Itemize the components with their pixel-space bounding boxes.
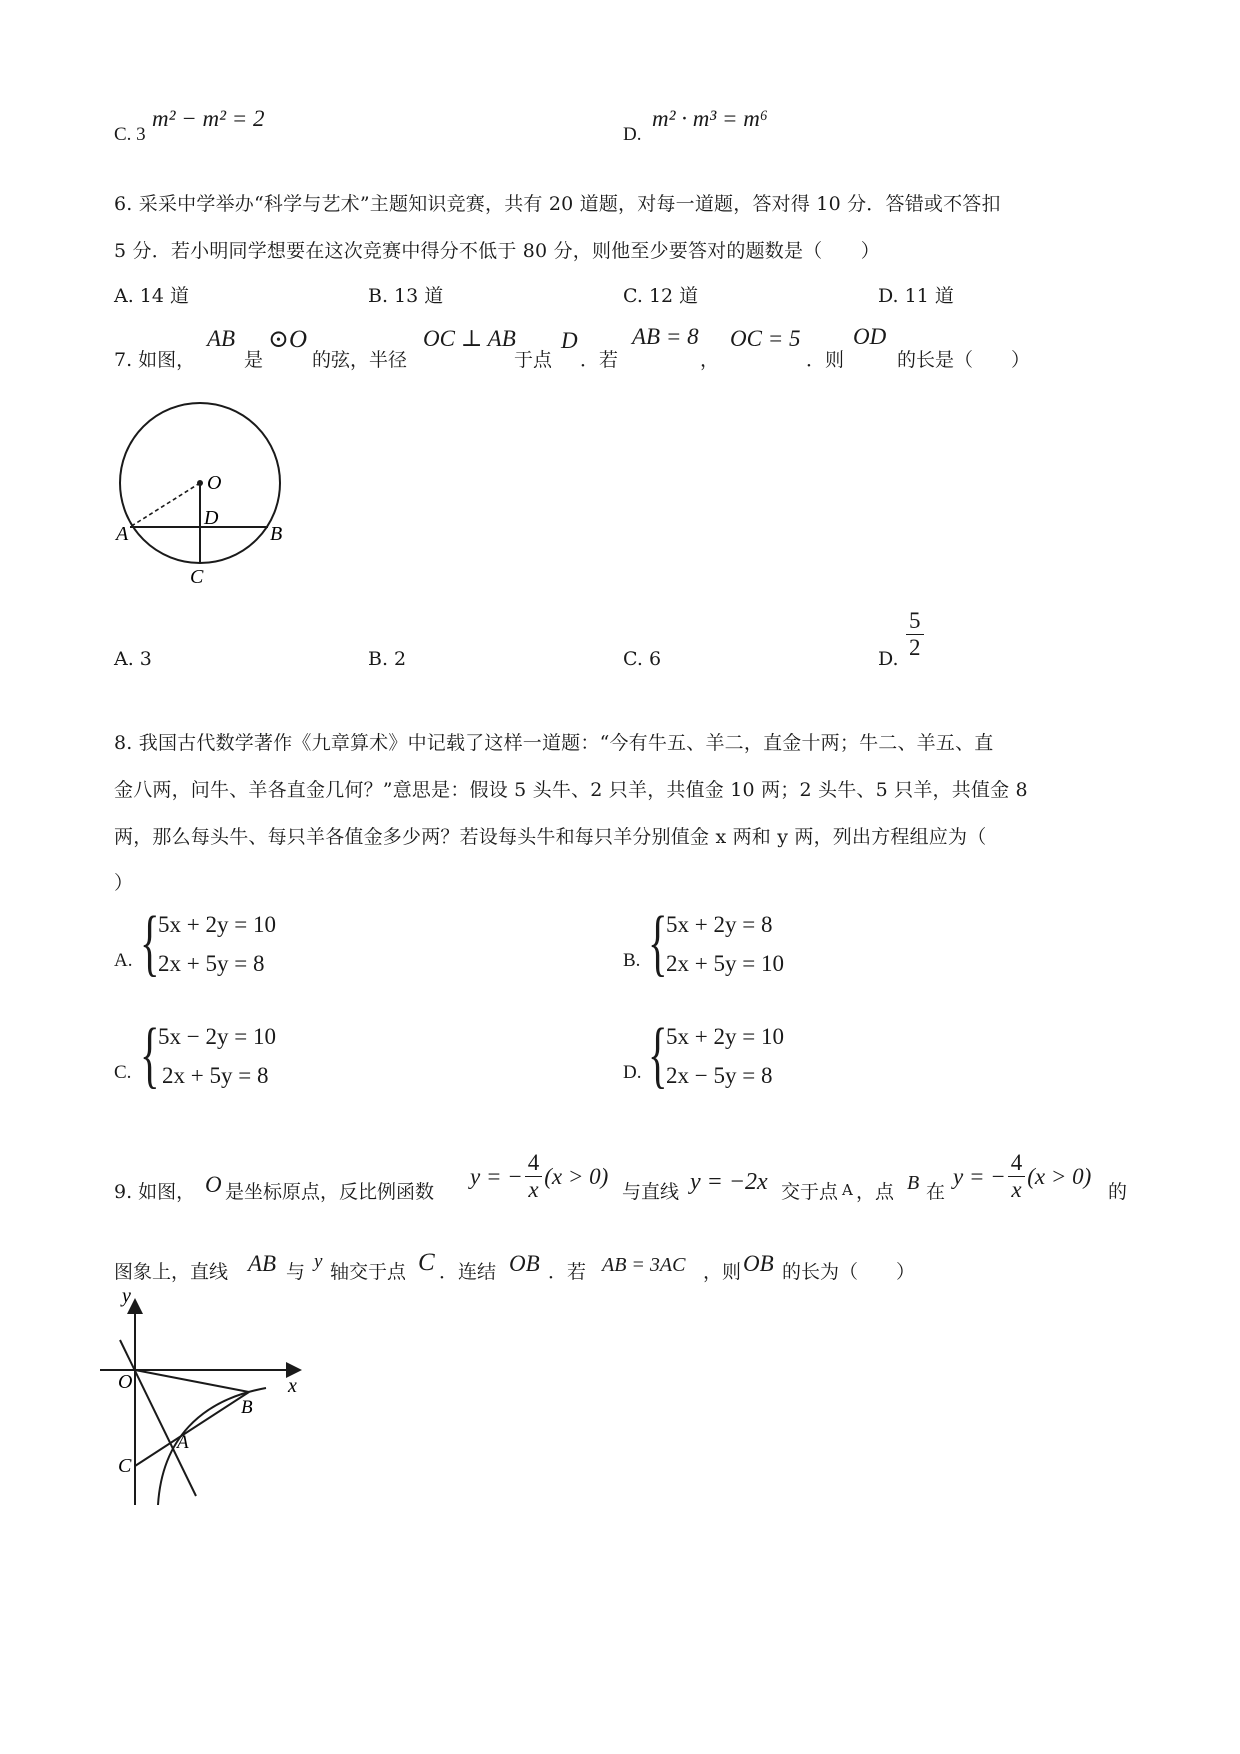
q9-text-on: 在 <box>926 1181 946 1203</box>
q9-text-graph: 图象上，直线 <box>114 1261 229 1283</box>
q7-label-c: C <box>190 566 204 588</box>
q7-option-d-fraction <box>906 608 924 661</box>
q7-text-length: 的长是（ ） <box>897 349 1031 371</box>
q9-math-ob-2: OB <box>743 1251 774 1276</box>
q7-option-c: C. 6 <box>623 648 662 670</box>
q8-text-line-2: 金八两，问牛、羊各直金几何？”意思是：假设 5 头牛、2 只羊，共值金 10 两；2 头牛、5 只羊，共值金 8 <box>114 779 1028 801</box>
q8-option-c-eq-1: 5x − 2y = 10 <box>158 1024 276 1049</box>
q9-math-point-a: A <box>842 1181 853 1199</box>
q8-text-line-4: ） <box>114 872 134 894</box>
q9-function-2 <box>953 1150 1091 1203</box>
q7-math-ab-eq-8: AB = 8 <box>632 324 699 349</box>
q9-label-x: x <box>288 1375 297 1397</box>
q7-math-ab: AB <box>207 326 236 351</box>
q7-center-dot <box>197 480 203 486</box>
q9-function-1-condition: (x > 0) <box>544 1163 609 1189</box>
q8-option-d-eq-2: 2x − 5y = 8 <box>666 1063 773 1088</box>
q5-option-c-expression: m² − m² = 2 <box>152 106 265 131</box>
q7-option-d: D. <box>878 648 899 670</box>
q7-option-a: A. 3 <box>114 648 152 670</box>
q7-label-a: A <box>116 523 129 545</box>
q9-function-2-denominator: x <box>1011 1177 1022 1202</box>
q8-text-line-3: 两，那么每头牛、每只羊各值金多少两？若设每头牛和每只羊分别值金 x 两和 y 两，列出方程组应为（ <box>114 826 987 848</box>
q8-option-a-label: A. <box>114 950 133 971</box>
q8-option-d-label: D. <box>623 1062 642 1083</box>
q6-option-b: B. 13 道 <box>368 285 444 307</box>
q6-option-a: A. 14 道 <box>114 285 190 307</box>
q9-math-ob: OB <box>509 1251 540 1276</box>
q7-text-intro: 7. 如图， <box>114 349 196 371</box>
q7-label-b: B <box>270 523 283 545</box>
q7-label-o: O <box>207 472 222 494</box>
q9-segment-ob <box>135 1370 249 1392</box>
q9-label-y: y <box>122 1290 131 1307</box>
q9-text-point: ，点 <box>856 1181 895 1203</box>
q9-text-connect: ．连结 <box>439 1261 497 1283</box>
q9-label-b: B <box>241 1397 253 1418</box>
q7-math-d: D <box>561 328 578 353</box>
q7-math-perpendicular: OC ⊥ AB <box>423 326 516 351</box>
q6-text-line-1: 6. 采采中学举办“科学与艺术”主题知识竞赛，共有 20 道题，对每一道题，答对得 10 分．答错或不答扣 <box>114 193 1001 215</box>
q9-text-if: ．若 <box>548 1261 587 1283</box>
q9-text-intro: 9. 如图， <box>114 1181 196 1203</box>
q7-math-od: OD <box>853 324 887 349</box>
q9-math-c: C <box>418 1249 435 1276</box>
q9-label-a: A <box>177 1432 189 1453</box>
q9-math-point-b: B <box>907 1172 920 1194</box>
q6-text-line-2: 5 分．若小明同学想要在这次竞赛中得分不低于 80 分，则他至少要答对的题数是（ ） <box>114 240 880 262</box>
q9-function-2-lhs: y = − <box>953 1163 1006 1189</box>
q5-option-c-label: C. 3 <box>114 124 146 145</box>
q9-text-and-line: 与直线 <box>622 1181 680 1203</box>
q5-option-d-label: D. <box>623 124 642 145</box>
q8-option-c-label: C. <box>114 1062 132 1083</box>
q7-option-d-numerator: 5 <box>906 608 924 635</box>
q9-math-y: y <box>314 1251 323 1272</box>
q7-text-chord: 的弦，半径 <box>312 349 408 371</box>
q9-text-origin: 是坐标原点，反比例函数 <box>225 1181 435 1203</box>
q9-function-1-denominator: x <box>528 1177 539 1202</box>
q7-circle-figure <box>100 400 300 600</box>
q9-text-axis-at: 轴交于点 <box>330 1261 407 1283</box>
q7-label-d: D <box>204 507 219 529</box>
q9-math-o: O <box>205 1172 222 1197</box>
q7-math-oc-eq-5: OC = 5 <box>730 326 801 351</box>
q9-label-c: C <box>118 1455 132 1477</box>
q9-math-ab: AB <box>248 1251 277 1276</box>
q9-label-o: O <box>118 1371 133 1393</box>
q9-function-1-numerator: 4 <box>525 1150 543 1177</box>
q7-text-at-point: 于点 <box>514 349 553 371</box>
q8-text-line-1: 8. 我国古代数学著作《九章算术》中记载了这样一道题：“今有牛五、羊二，直金十两；牛二、羊五、直 <box>114 732 994 754</box>
q8-option-c-eq-2: 2x + 5y = 8 <box>162 1063 269 1088</box>
q8-option-d-brace: { <box>648 1014 668 1096</box>
q9-text-then: ，则 <box>703 1261 742 1283</box>
q9-line-y-neg-2x <box>120 1340 196 1496</box>
q7-option-d-denominator: 2 <box>909 635 921 660</box>
q8-option-a-eq-2: 2x + 5y = 8 <box>158 951 265 976</box>
q9-function-1 <box>470 1150 608 1203</box>
q7-dashed-oa <box>130 483 200 527</box>
q9-line-ab <box>135 1392 249 1466</box>
q9-text-of: 的 <box>1108 1181 1128 1203</box>
q9-function-2-numerator: 4 <box>1008 1150 1026 1177</box>
q9-function-1-lhs: y = − <box>470 1163 523 1189</box>
q5-option-d-expression: m² · m³ = m⁶ <box>652 106 768 131</box>
q8-option-d-eq-1: 5x + 2y = 10 <box>666 1024 784 1049</box>
q7-text-then: ．则 <box>806 349 845 371</box>
q9-function-2-condition: (x > 0) <box>1027 1163 1092 1189</box>
q9-text-with: 与 <box>286 1261 306 1283</box>
q7-math-circle-o: ⊙O <box>268 326 308 353</box>
q8-option-c-brace: { <box>140 1014 160 1096</box>
q8-option-a-brace: { <box>140 902 160 984</box>
q8-option-b-eq-1: 5x + 2y = 8 <box>666 912 773 937</box>
q9-text-length: 的长为（ ） <box>782 1261 916 1283</box>
q8-option-a-eq-1: 5x + 2y = 10 <box>158 912 276 937</box>
q8-option-b-eq-2: 2x + 5y = 10 <box>666 951 784 976</box>
q7-option-b: B. 2 <box>368 648 407 670</box>
q7-text-if: ．若 <box>580 349 619 371</box>
q9-coordinate-figure <box>100 1290 340 1520</box>
q6-option-d: D. 11 道 <box>878 285 954 307</box>
q6-option-c: C. 12 道 <box>623 285 699 307</box>
q8-option-b-brace: { <box>648 902 668 984</box>
q9-math-line-eq: y = −2x <box>690 1169 768 1195</box>
q7-text-is: 是 <box>244 349 264 371</box>
q7-text-comma: ， <box>700 349 720 371</box>
q9-math-ratio: AB = 3AC <box>602 1254 686 1276</box>
q9-text-intersect: 交于点 <box>781 1181 839 1203</box>
q8-option-b-label: B. <box>623 950 641 971</box>
